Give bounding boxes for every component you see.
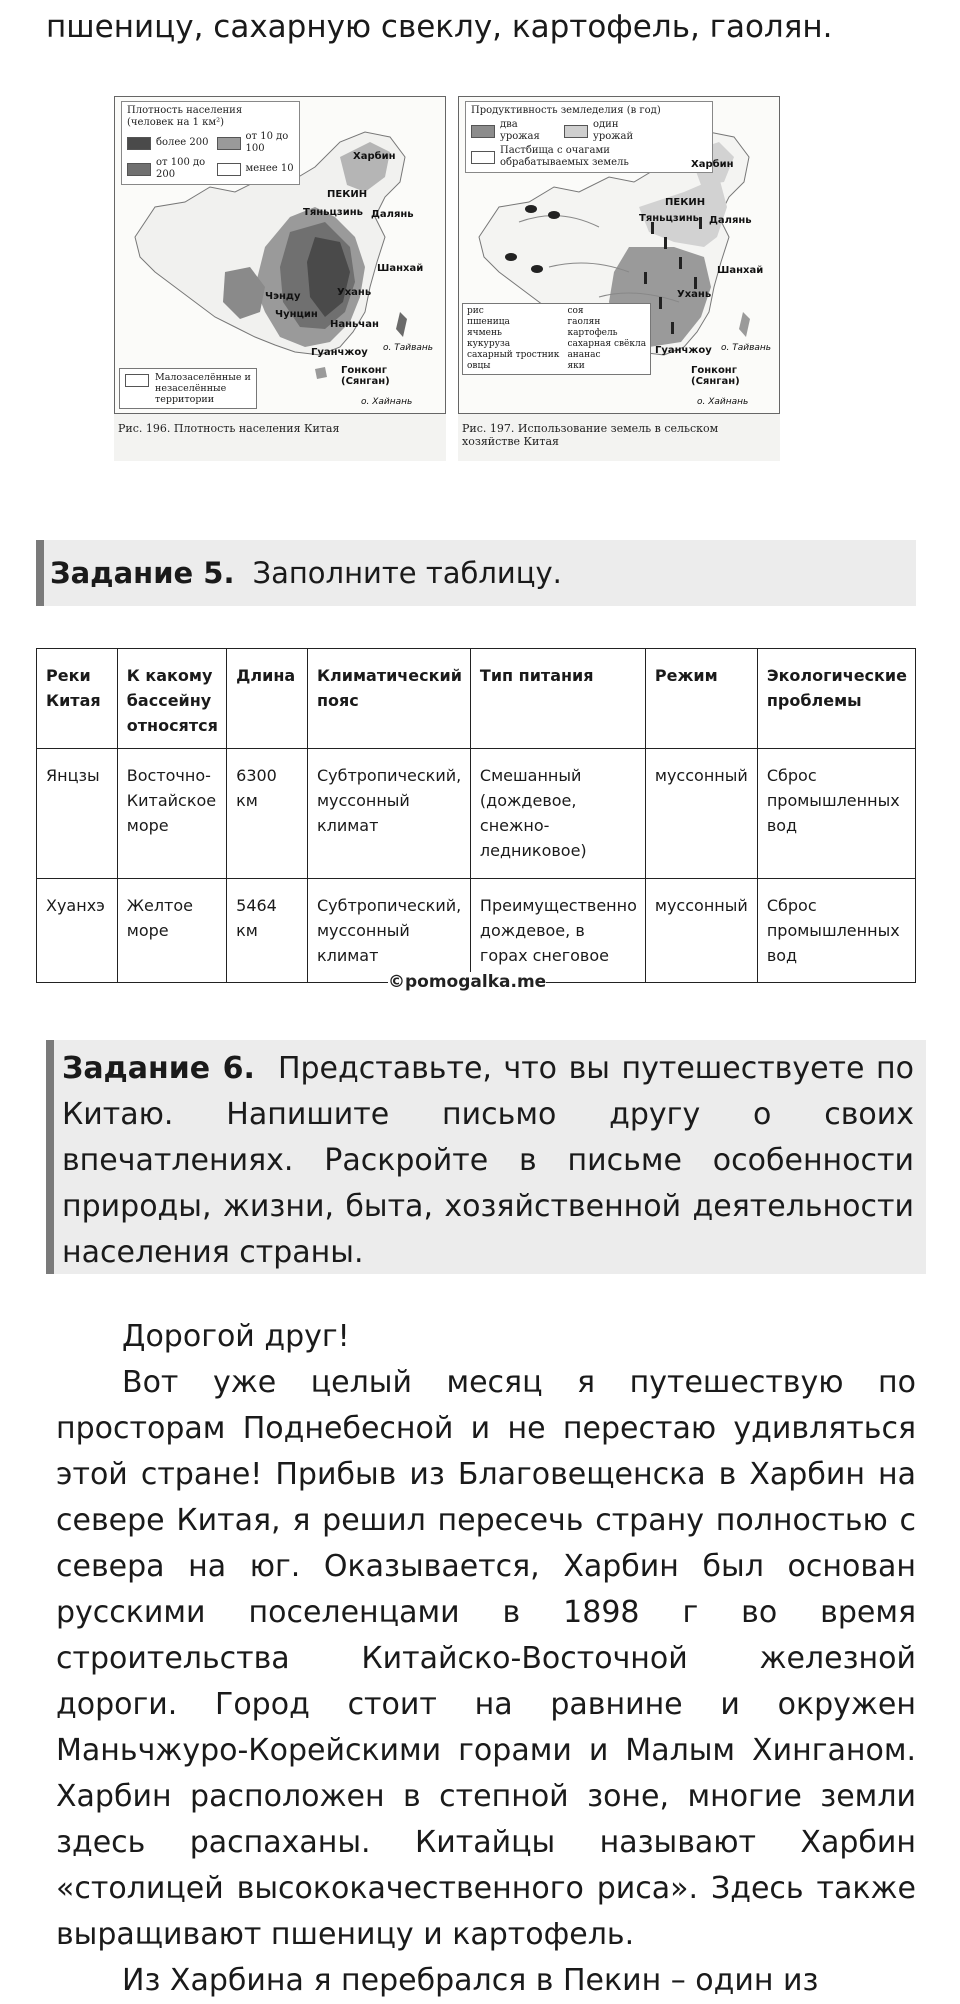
letter-paragraph: Вот уже целый месяц я путешествую по просторам Поднебесной и не перестаю удивляться этой стране! Прибыв из Благовещенска в Харбин на севере Китая, я решил пересечь страну полностью с севера на юг. Оказывается, Харбин был основан русскими поселенцами в 1898 г во время строительства Китайско-Восточной железной дороги. Город стоит на равнине и окружен Маньчжуро-Корейскими горами и Малым Хинганом. Харбин расположен в степной зоне, многие земли здесь распаханы. Китайцы называют Харбин «столицей высококачественного риса». Здесь также выращивают пшеницу и картофель.	[56, 1365, 916, 1952]
table-cell: Субтропический, муссонный климат	[307, 749, 470, 879]
crop-label: рис	[467, 306, 484, 316]
crop-label: соя	[567, 306, 584, 316]
legend-swatch	[127, 163, 151, 176]
legend-item	[217, 131, 294, 155]
crop-legend	[462, 303, 651, 375]
table-cell: 6300 км	[227, 749, 308, 879]
crop-label: пшеница	[467, 317, 510, 327]
column-header: Климатический пояс	[307, 649, 470, 749]
population-density-map	[114, 96, 446, 414]
crop-label: ячмень	[467, 328, 502, 338]
legend-swatch	[471, 151, 495, 164]
land-use-figure	[458, 96, 780, 461]
table-cell: муссонный	[645, 879, 757, 983]
legend-label: от 100 до 200	[156, 157, 206, 180]
task-5-text: Заполните таблицу.	[252, 556, 562, 590]
table-cell: Сброс промышленных вод	[757, 879, 915, 983]
city-label: о. Хайнань	[697, 397, 749, 407]
city-label: Гуанчжоу	[311, 347, 368, 358]
rivers-table	[36, 648, 916, 983]
legend-item	[471, 119, 554, 143]
task-5-header	[36, 540, 916, 606]
table-cell: Смешанный (дождевое, снежно-ледниковое)	[470, 749, 645, 879]
city-label: Шанхай	[377, 263, 424, 274]
city-label: Чэнду	[265, 291, 301, 302]
table-cell: 5464 км	[227, 879, 308, 983]
column-header: Режим	[645, 649, 757, 749]
crop-label: сахарная свёкла	[567, 339, 647, 349]
task-5-label: Задание 5.	[50, 556, 235, 590]
column-header: К какому бассейну относятся	[117, 649, 226, 749]
table-cell: Хуанхэ	[37, 879, 118, 983]
watermark: ©pomogalka.me	[388, 972, 547, 992]
city-label: Гуанчжоу	[655, 345, 712, 356]
city-label: Ухань	[677, 289, 712, 300]
crop-label: гаолян	[567, 317, 601, 327]
population-density-figure	[114, 96, 446, 461]
table-row	[37, 879, 916, 983]
legend-swatch	[217, 137, 241, 150]
city-label: Ухань	[337, 287, 372, 298]
legend-swatch	[125, 374, 149, 387]
land-use-legend	[465, 101, 713, 173]
column-header: Тип питания	[470, 649, 645, 749]
legend-swatch	[127, 137, 151, 150]
land-use-map	[458, 96, 780, 414]
crop-label: кукуруза	[467, 339, 511, 349]
table-header-row	[37, 649, 916, 749]
table-cell: Восточно-Китайское море	[117, 749, 226, 879]
legend-swatch	[471, 125, 495, 138]
city-label: Харбин	[353, 151, 396, 162]
density-legend	[121, 101, 300, 185]
letter-paragraph: Из Харбина я перебрался в Пекин – один из	[122, 1963, 819, 1998]
letter-body	[56, 1314, 916, 2004]
task-6-label: Задание 6.	[62, 1051, 255, 1086]
city-label: ПЕКИН	[665, 197, 706, 208]
column-header: Реки Китая	[37, 649, 118, 749]
city-label: Харбин	[691, 159, 734, 170]
table-row	[37, 749, 916, 879]
legend-item	[564, 119, 643, 143]
city-label: о. Хайнань	[361, 397, 413, 407]
table-cell: муссонный	[645, 749, 757, 879]
column-header: Экологические проблемы	[757, 649, 915, 749]
unpopulated-legend	[119, 368, 257, 409]
crop-label: сахарный тростник	[467, 350, 560, 360]
city-label: Далянь	[709, 215, 752, 226]
city-label: Гонконг (Сянган)	[691, 365, 740, 387]
table-cell: Янцзы	[37, 749, 118, 879]
crop-label: яки	[567, 361, 585, 371]
legend-label: менее 10	[245, 163, 294, 174]
task-6-text: Представьте, что вы путешествуете по Китаю. Напишите письмо другу о своих впечатлениях. Раскройте в письме особенности природы, жизни, быта, хозяйственной деятельности населения страны.	[62, 1051, 915, 1270]
city-label: Наньчан	[330, 319, 379, 330]
legend-item	[471, 145, 707, 169]
unpopulated-legend-label: Малозаселённые и незаселённые территории	[155, 372, 251, 405]
legend-item	[217, 157, 294, 181]
column-header: Длина	[227, 649, 308, 749]
city-label: Тяньцзинь	[303, 207, 363, 218]
city-label: Тяньцзинь	[639, 213, 699, 224]
legend-label: один урожай	[593, 119, 634, 142]
figure-197-caption: Рис. 197. Использование земель в сельском хозяйстве Китая	[462, 422, 719, 448]
city-label: о. Тайвань	[383, 343, 434, 353]
table-cell: Субтропический, муссонный климат	[307, 879, 470, 983]
crop-label: картофель	[567, 328, 618, 338]
table-cell: Желтое море	[117, 879, 226, 983]
city-label: Далянь	[371, 209, 414, 220]
intro-text-line: пшеницу, сахарную свеклу, картофель, гаолян.	[46, 9, 833, 45]
city-label: о. Тайвань	[721, 343, 772, 353]
legend-label: более 200	[156, 137, 209, 148]
table-cell: Сброс промышленных вод	[757, 749, 915, 879]
crop-label: ананас	[567, 350, 601, 360]
city-label: ПЕКИН	[327, 189, 368, 200]
city-label: Шанхай	[717, 265, 764, 276]
legend-label: два урожая	[500, 119, 540, 142]
figure-196-caption: Рис. 196. Плотность населения Китая	[118, 422, 340, 435]
legend-label: от 10 до 100	[245, 131, 289, 154]
legend-swatch	[564, 125, 588, 138]
table-cell: Преимущественно дождевое, в горах снеговое	[470, 879, 645, 983]
city-label: Чунцин	[275, 309, 318, 320]
land-use-legend-title: Продуктивность земледелия (в год)	[471, 105, 661, 116]
density-legend-title: Плотность населения (человек на 1 км²)	[127, 105, 243, 128]
legend-item	[127, 131, 209, 155]
legend-item	[127, 157, 209, 181]
legend-swatch	[217, 163, 241, 176]
letter-greeting: Дорогой друг!	[122, 1319, 350, 1354]
task-6-box	[46, 1040, 926, 1274]
legend-label: Пастбища с очагами обрабатываемых земель	[500, 145, 629, 168]
crop-label: овцы	[467, 361, 491, 371]
city-label: Гонконг (Сянган)	[341, 365, 390, 387]
